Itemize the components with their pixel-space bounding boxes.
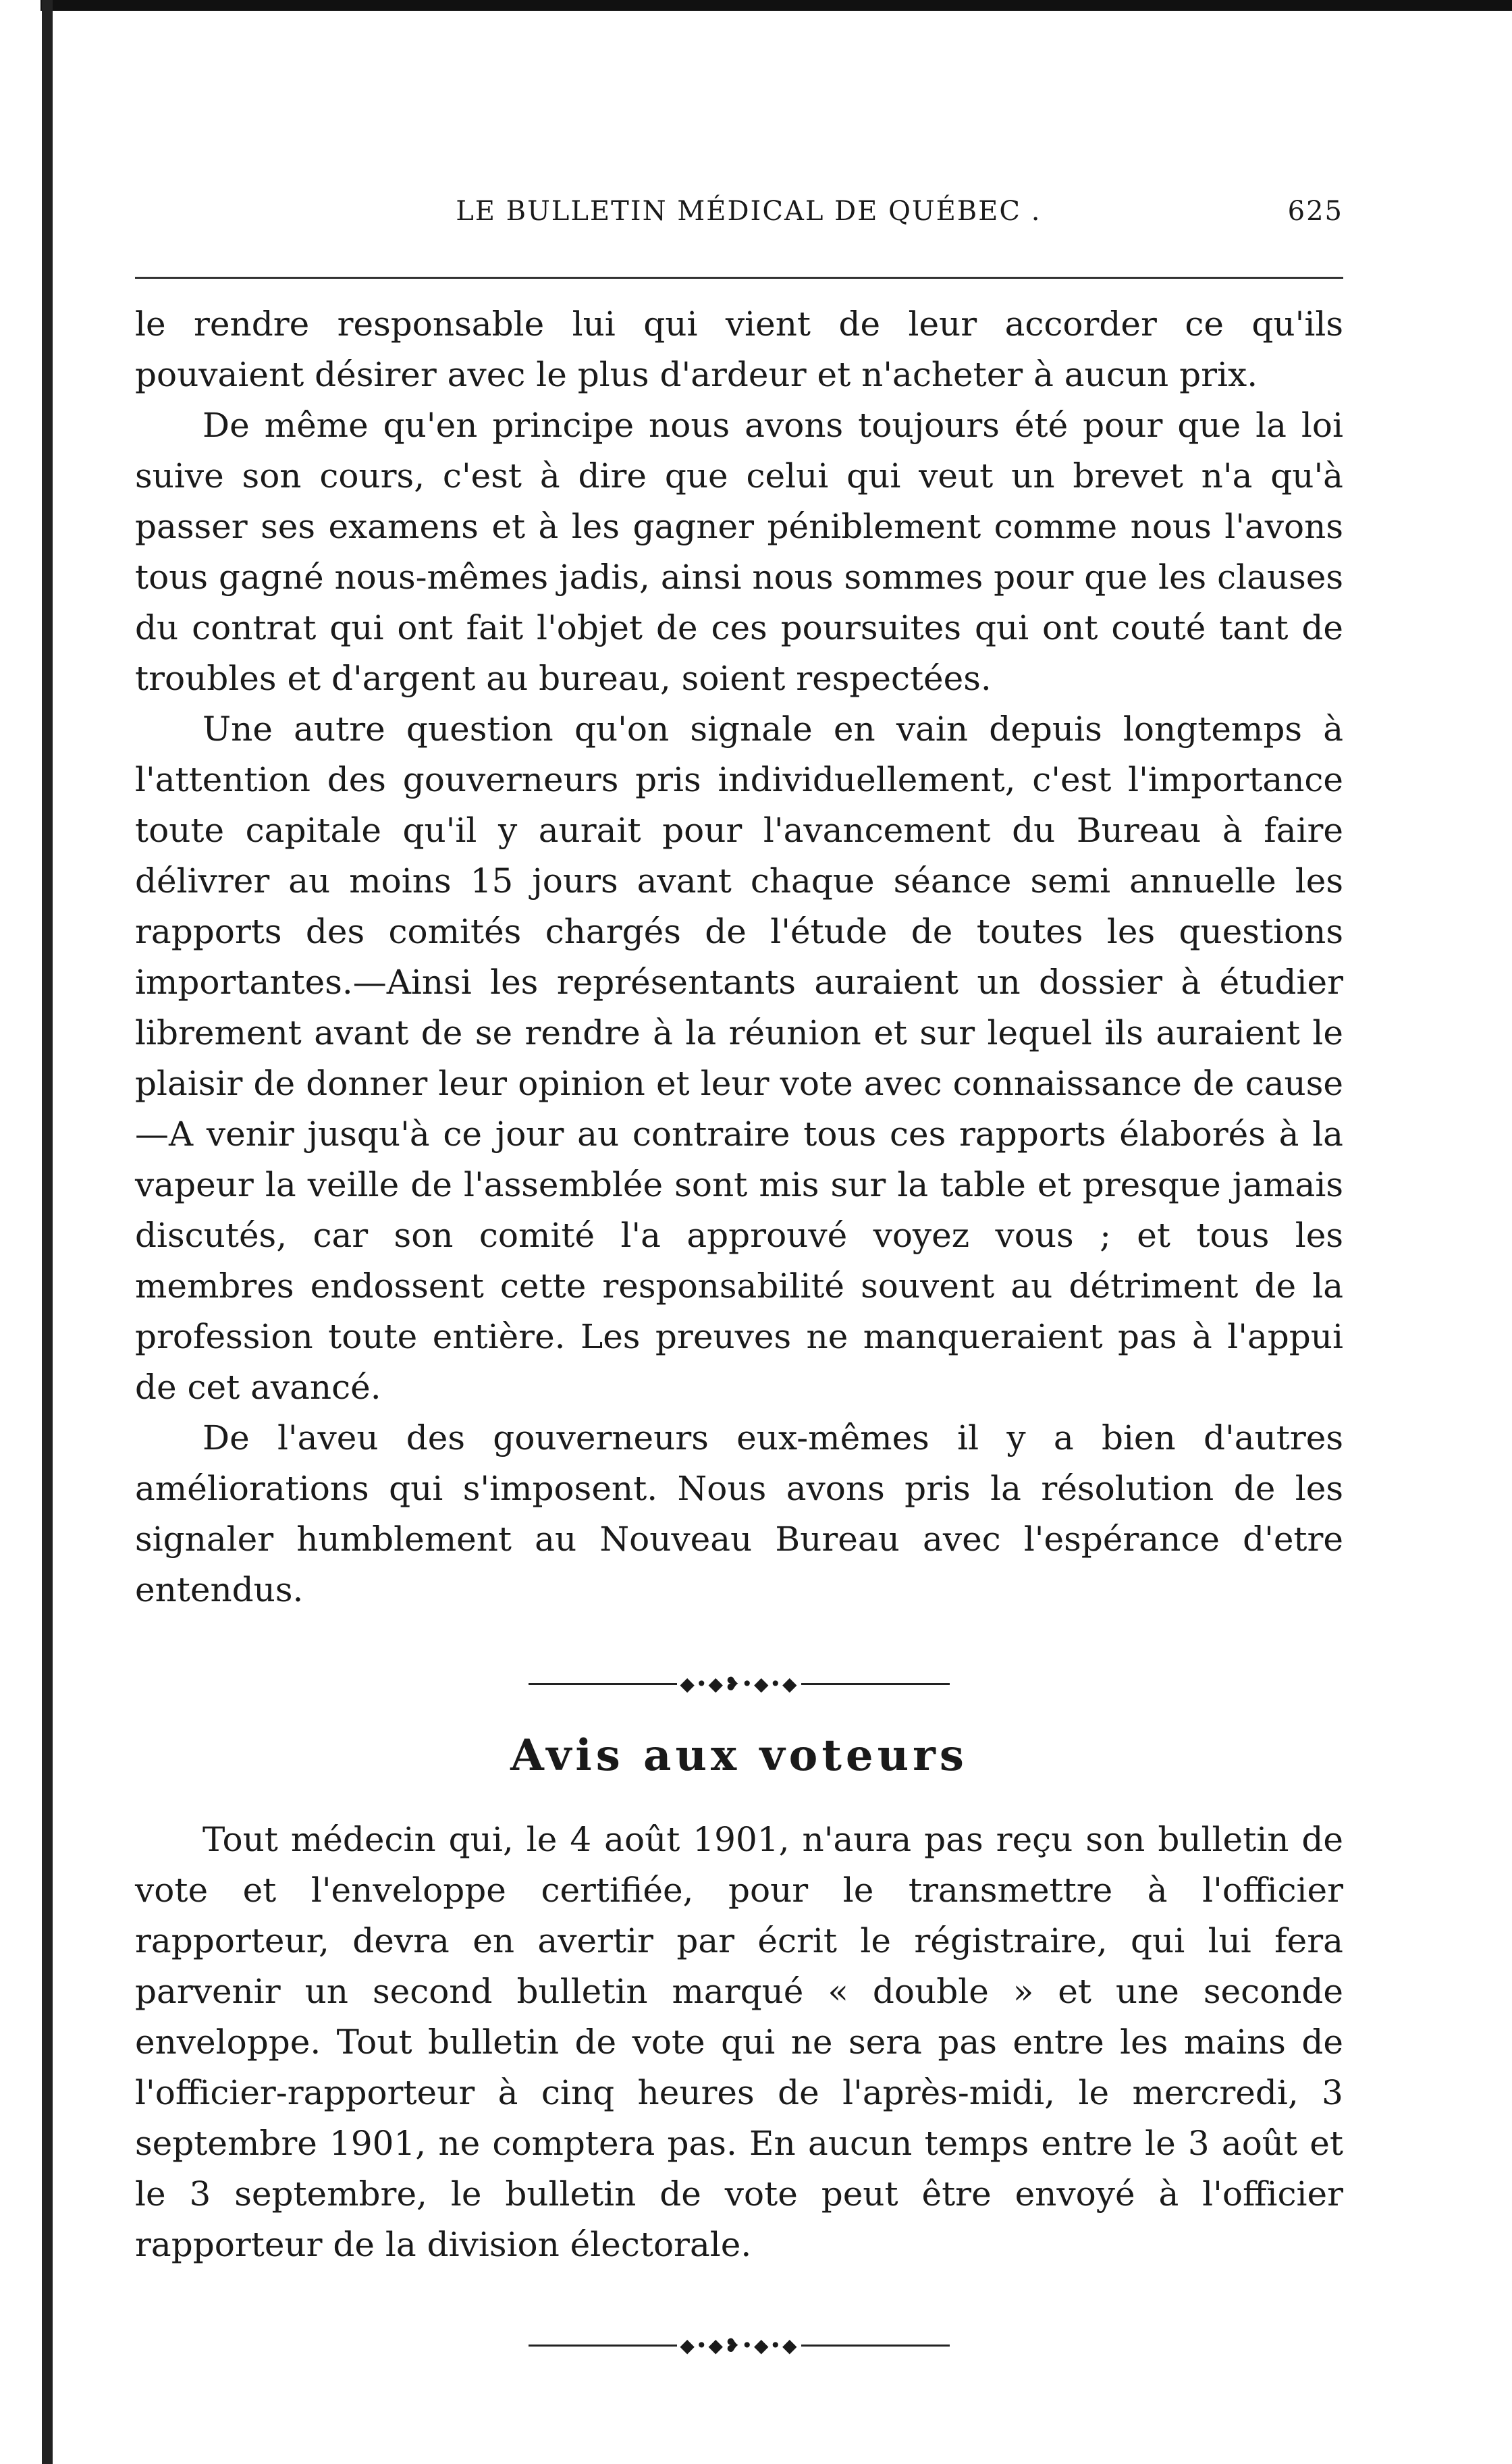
- paragraph-question: Une autre question qu'on signale en vain depuis longtemps à l'attention des gouverneurs pris individuellement, c'est l'importance toute capitale qu'il y aurait pour l'avancement du Bureau à faire délivrer au moins 15 jours avant chaque séance semi annuelle les rapports des comités chargés de l'étude de toutes les questions importantes.—Ainsi les représentants auraient un dossier à étudier librement avant de se rendre à la réunion et sur lequel ils auraient le plaisir de donner leur opinion et leur vote avec connaissance de cause—A venir jusqu'à ce jour au contraire tous ces rapports élaborés à la vapeur la veille de l'assemblée sont mis sur la table et presque jamais discutés, car son comité l'a approuvé voyez vous ; et tous les membres endossent cette responsabilité souvent au détriment de la profession toute entière. Les preuves ne manqueraient pas à l'appui de cet avancé.: [135, 709, 1343, 1407]
- ornament-glyph: ◆•◆❥•◆•◆: [680, 2334, 799, 2357]
- running-head: [135, 196, 1343, 236]
- paragraph-continuation: le rendre responsable lui qui vient de leur accorder ce qu'ils pouvaient désirer avec le plus d'ardeur et n'acheter à aucun prix.: [135, 304, 1343, 394]
- header-rule: [135, 277, 1343, 279]
- ornament-divider-top: [135, 1663, 1343, 1703]
- journal-title: LE BULLETIN MÉDICAL DE QUÉBEC .: [456, 196, 1042, 227]
- scan-edge-left: [42, 0, 53, 2464]
- section-title: Avis aux voteurs: [510, 1730, 968, 1781]
- paragraph-principle: De même qu'en principe nous avons toujours été pour que la loi suive son cours, c'est à dire que celui qui veut un brevet n'a qu'à passer ses examens et à les gagner péniblement comme nous l'avons tous gagné nous-mêmes jadis, ainsi nous sommes pour que les clauses du contrat qui ont fait l'objet de ces poursuites qui ont couté tant de troubles et d'argent au bureau, soient respectées.: [135, 406, 1344, 698]
- page-number: 625: [1287, 196, 1343, 227]
- document-page: [135, 196, 1343, 2365]
- paragraph-notice: Tout médecin qui, le 4 août 1901, n'aura pas reçu son bulletin de vote et l'enveloppe certifiée, pour le transmettre à l'officier rapporteur, devra en avertir par écrit le régistraire, qui lui fera parvenir un second bulletin marqué « double » et une seconde enveloppe. Tout bulletin de vote qui ne sera pas entre les mains de l'officier-rapporteur à cinq heures de l'après-midi, le mercredi, 3 septembre 1901, ne comptera pas. En aucun temps entre le 3 août et le 3 septembre, le bulletin de vote peut être envoyé à l'officier rapporteur de la division électorale.: [135, 1820, 1343, 2264]
- ornament-line-left: [529, 1683, 677, 1685]
- paragraph-improvements: De l'aveu des gouverneurs eux-mêmes il y a bien d'autres améliorations qui s'imposent. Nous avons pris la résolution de les signaler humblement au Nouveau Bureau avec l'espérance d'etre entendus.: [135, 1418, 1343, 1609]
- ornament-line-right: [801, 1683, 950, 1685]
- scan-edge-top: [40, 0, 1512, 11]
- ornament-divider-bottom: [135, 2324, 1343, 2365]
- ornament-line-left: [529, 2345, 677, 2347]
- ornament-line-right: [801, 2345, 950, 2347]
- ornament-glyph: ◆•◆❥•◆•◆: [680, 1672, 799, 1695]
